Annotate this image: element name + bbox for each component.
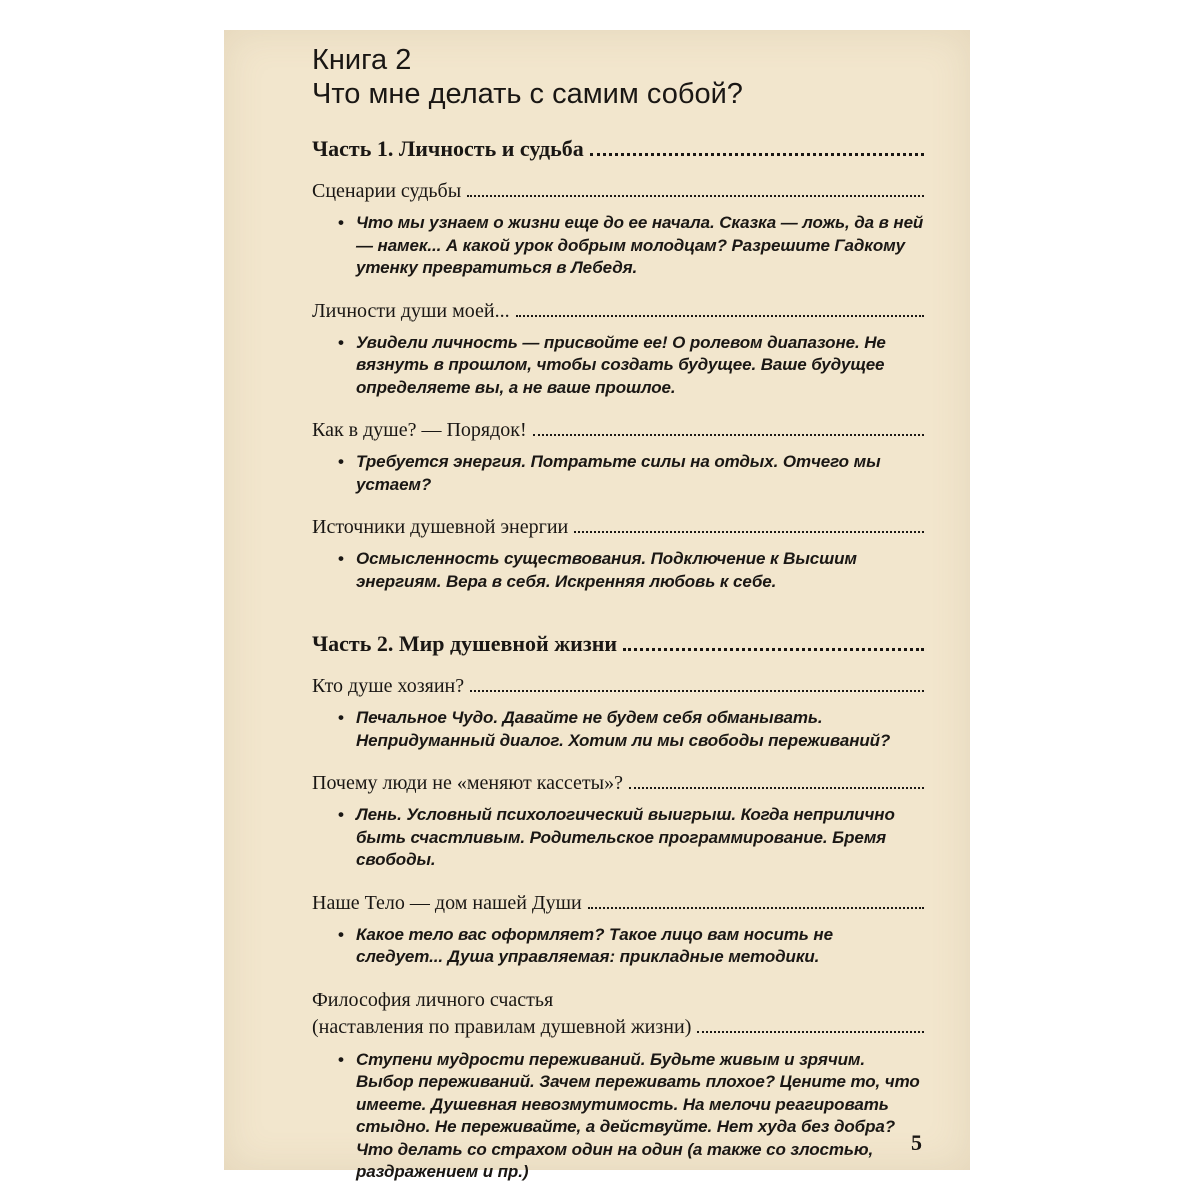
- description-text: Требуется энергия. Потратьте силы на отдых. Отчего мы устаем?: [356, 452, 881, 494]
- description-text: Осмысленность существования. Подключение к Высшим энергиям. Вера в себя. Искренняя любовь к себе.: [356, 549, 857, 591]
- entry-title: Как в душе? — Порядок!: [312, 419, 527, 441]
- entry-title: Наше Тело — дом нашей Души: [312, 891, 582, 914]
- entry-title-line1: Философия личного счастья: [312, 988, 554, 1011]
- dot-leader: [516, 315, 924, 317]
- book-title: Книга 2: [312, 44, 412, 76]
- entry-description: [338, 1049, 924, 1184]
- toc-entry-multiline: [312, 987, 924, 1041]
- book-subtitle: Что мне делать с самим собой?: [312, 78, 743, 110]
- bullet-icon: •: [338, 452, 344, 471]
- dot-leader: [588, 907, 924, 909]
- entry-title: Кто душе хозяин?: [312, 675, 465, 697]
- description-text: Лень. Условный психологический выигрыш. Когда неприлично быть счастливым. Родительское программирование. Бремя свободы.: [356, 805, 895, 869]
- toc-entry: [312, 673, 924, 699]
- dot-leader: [470, 690, 924, 692]
- entry-title: Почему люди не «меняют кассеты»?: [312, 772, 623, 794]
- toc-entry: [312, 890, 924, 916]
- entry-title: Источники душевной энергии: [312, 516, 569, 538]
- dot-leader: [623, 648, 924, 651]
- table-of-contents: [312, 44, 924, 1202]
- dot-leader: [590, 153, 924, 156]
- book-page: [224, 30, 970, 1181]
- description-text: Какое тело вас оформляет? Такое лицо вам носить не следует... Душа управляемая: прикладные методики.: [356, 924, 833, 966]
- entry-description: [338, 804, 924, 872]
- entry-description: [338, 924, 924, 969]
- toc-entry: [312, 298, 924, 324]
- page-number: 5: [911, 1130, 922, 1155]
- dot-leader: [697, 1031, 924, 1033]
- dot-leader: [533, 434, 924, 436]
- bullet-icon: •: [338, 924, 344, 944]
- bullet-icon: •: [338, 332, 344, 352]
- bullet-icon: •: [338, 805, 344, 824]
- part-title: Часть 1. Личность и судьба: [312, 136, 584, 161]
- dot-leader: [629, 787, 924, 789]
- bullet-icon: •: [338, 708, 344, 727]
- entry-title-row: [312, 1014, 924, 1041]
- bullet-icon: •: [338, 549, 344, 568]
- toc-entry: [312, 178, 924, 204]
- entry-title: Сценарии судьбы: [312, 180, 462, 202]
- toc-entry: [312, 514, 924, 540]
- bullet-icon: •: [338, 213, 344, 232]
- entry-description: [338, 707, 924, 752]
- toc-entry: [312, 770, 924, 796]
- description-text: Увидели личность — присвойте ее! О ролевом диапазоне. Не вязнуть в прошлом, чтобы создать будущее. Ваше будущее определяете вы, а не ваше прошлое.: [356, 332, 886, 397]
- part-heading: [312, 629, 924, 659]
- toc-entry: [312, 417, 924, 443]
- part-heading: [312, 134, 924, 164]
- entry-description: [338, 212, 924, 280]
- entry-description: [338, 332, 924, 400]
- dot-leader: [574, 531, 924, 533]
- description-text: Печальное Чудо. Давайте не будем себя обманывать. Непридуманный диалог. Хотим ли мы свободы переживаний?: [356, 708, 891, 750]
- entry-description: [338, 451, 924, 496]
- entry-title: Личности души моей...: [312, 299, 510, 322]
- description-text: Что мы узнаем о жизни еще до ее начала. Сказка — ложь, да в ней — намек... А какой урок добрым молодцам? Разрешите Гадкому утенку превратиться в Лебедя.: [356, 213, 924, 277]
- dot-leader: [467, 195, 924, 197]
- entry-description: [338, 548, 924, 593]
- description-text: Ступени мудрости переживаний. Будьте живым и зрячим. Выбор переживаний. Зачем переживать плохое? Цените то, что имеете. Душевная невозмутимость. На мелочи реагировать стыдно. Не переживайте, а действуйте. Нет худа без добра? Что делать со страхом один на один (а также со злостью, раздражением и пр.): [356, 1049, 920, 1181]
- bullet-icon: •: [338, 1049, 344, 1069]
- part-title: Часть 2. Мир душевной жизни: [312, 631, 618, 656]
- entry-title-line2: (наставления по правилам душевной жизни): [312, 1015, 692, 1038]
